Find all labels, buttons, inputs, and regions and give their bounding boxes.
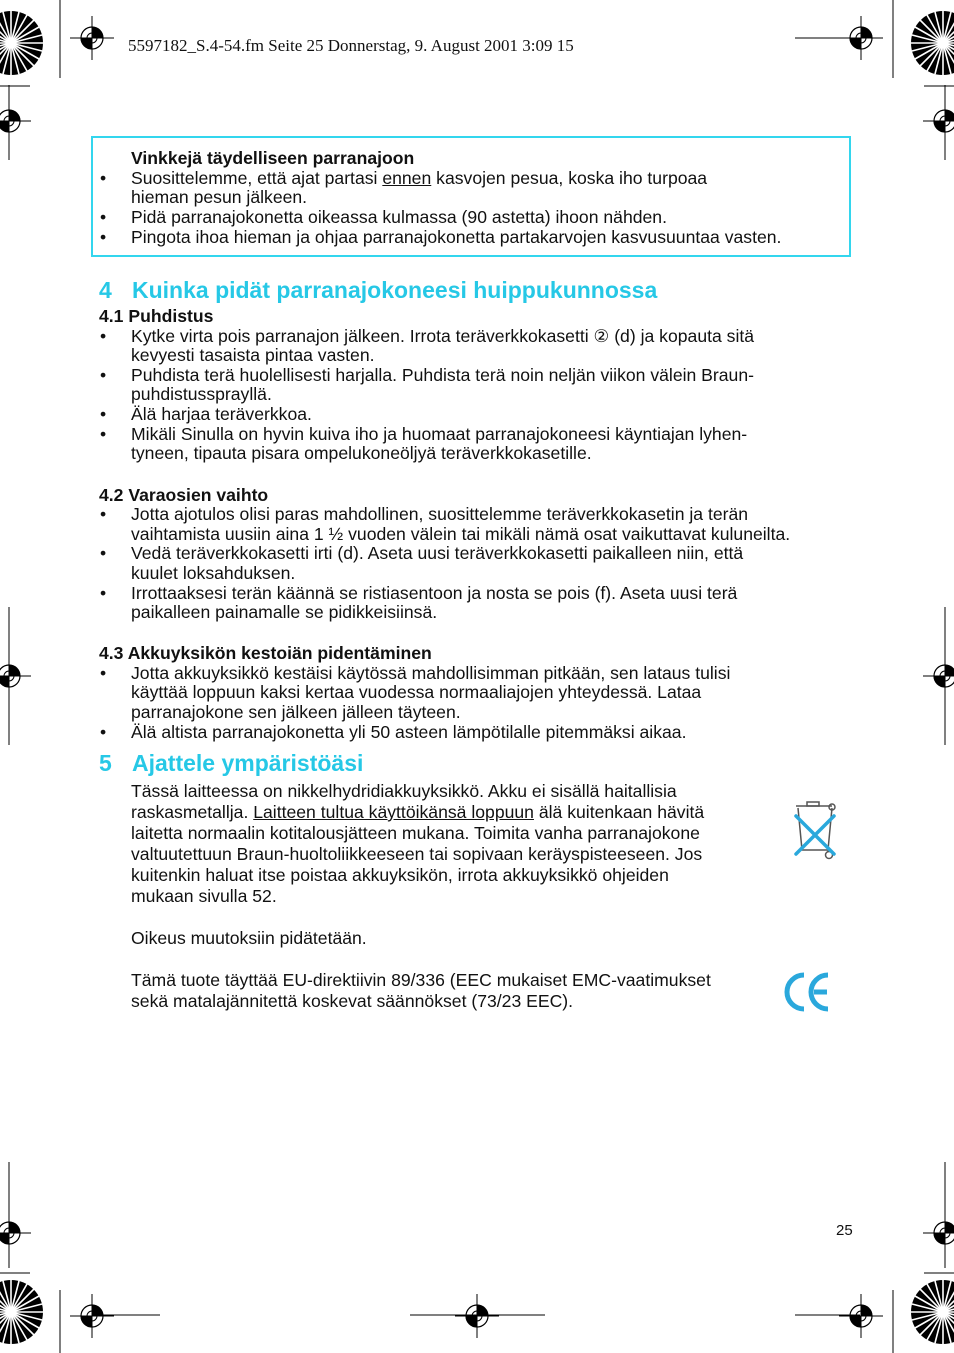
rights-reserved-text: Oikeus muutoksiin pidätetään. [131,928,367,948]
section-4-heading: 4 Kuinka pidät parranajokoneesi huippukunnossa [99,277,658,303]
parts-item-3-line-1: Irrottaaksesi terän käännä se ristiasentoon ja nosta se pois (f). Aseta uusi terä [131,583,738,603]
environment-line-5: kuitenkin haluat itse poistaa akkuyksikön, irrota akkuyksikkö ohjeiden [131,865,669,885]
environment-line-1: Tässä laitteessa on nikkelhydridiakkuyksikkö. Akku ei sisällä haitallisia [131,781,677,801]
bullet: • [100,207,107,227]
bullet: • [100,504,107,524]
cleaning-item-1-line-1: Kytke virta pois parranajon jälkeen. Irrota teräverkkokasetti ② (d) ja kopauta sitä [131,326,755,346]
ce-mark-icon [783,970,833,1014]
battery-item-2: Älä altista parranajokonetta yli 50 asteen lämpötilalle pitemmäksi aikaa. [131,722,687,742]
bullet: • [100,168,107,188]
environment-line-6: mukaan sivulla 52. [131,886,277,906]
parts-item-3-line-2: paikalleen painamalle se pidikkeisiinsä. [131,602,438,622]
cleaning-item-3: Älä harjaa teräverkkoa. [131,404,312,424]
cleaning-item-2-line-1: Puhdista terä huolellisesti harjalla. Puhdista terä noin neljän viikon välein Braun- [131,365,754,385]
cleaning-item-1-line-2: kevyesti tasaista pintaa vasten. [131,345,375,365]
battery-item-1-line-1: Jotta akkuyksikkö kestäisi käytössä mahdollisimman pitkään, sen lataus tulisi [131,663,731,683]
subsection-4-3-title: 4.3 Akkuyksikön kestoiän pidentäminen [99,643,432,663]
tips-item-2: Pidä parranajokonetta oikeassa kulmassa (90 astetta) ihoon nähden. [131,207,667,227]
bullet: • [100,663,107,683]
tips-title: Vinkkejä täydelliseen parranajoon [131,148,415,168]
bullet: • [100,227,107,247]
tips-item-3: Pingota ihoa hieman ja ohjaa parranajokonetta partakarvojen kasvusuuntaa vasten. [131,227,782,247]
parts-item-1-line-2: vaihtamista uusiin aina 1 ½ vuoden välein tai mikäli nämä osat vaikuttavat kuluneilta. [131,524,791,544]
bullet: • [100,722,107,742]
bullet: • [100,543,107,563]
subsection-4-1-title: 4.1 Puhdistus [99,306,214,326]
compliance-line-1: Tämä tuote täyttää EU-direktiivin 89/336 (EEC mukaiset EMC-vaatimukset [131,970,711,990]
bullet: • [100,583,107,603]
battery-item-1-line-2: käyttää loppuun kaksi kertaa vuodessa normaaliajojen yhteydessä. Lataa [131,682,702,702]
cleaning-item-4-line-1: Mikäli Sinulla on hyvin kuiva iho ja huomaat parranajokoneesi käyntiajan lyhen- [131,424,748,444]
cleaning-item-4-line-2: tyneen, tipauta pisara ompelukoneöljyä teräverkkokasetille. [131,443,592,463]
bullet: • [100,404,107,424]
environment-line-3: laitetta normaalin kotitalousjätteen mukana. Toimita vanha parranajokone [131,823,700,843]
section-5-heading: 5 Ajattele ympäristöäsi [99,750,364,776]
compliance-line-2: sekä matalajännitettä koskevat säännökset (73/23 EEC). [131,991,574,1011]
environment-line-4: valtuutettuun Braun-huoltoliikkeeseen tai sopivaan keräyspisteeseen. Jos [131,844,703,864]
bullet: • [100,424,107,444]
tips-item-1-line-1: Suosittelemme, että ajat partasi ennen kasvojen pesua, koska iho turpoaa [131,168,708,188]
bullet: • [100,326,107,346]
cleaning-item-2-line-2: puhdistussprayllä. [131,384,272,404]
parts-item-2-line-2: kuulet loksahduksen. [131,563,296,583]
tips-item-1-line-2: hieman pesun jälkeen. [131,187,308,207]
subsection-4-2-title: 4.2 Varaosien vaihto [99,485,269,505]
bullet: • [100,365,107,385]
page-number: 25 [836,1222,853,1239]
crossed-out-wheelie-bin-icon [792,800,838,864]
environment-line-2: raskasmetallja. Laitteen tultua käyttöikänsä loppuun älä kuitenkaan hävitä [131,802,705,822]
file-header: 5597182_S.4-54.fm Seite 25 Donnerstag, 9. August 2001 3:09 15 [128,36,574,55]
parts-item-1-line-1: Jotta ajotulos olisi paras mahdollinen, suosittelemme teräverkkokasetin ja terän [131,504,749,524]
parts-item-2-line-1: Vedä teräverkkokasetti irti (d). Aseta uusi teräverkkokasetti paikalleen niin, että [131,543,744,563]
battery-item-1-line-3: parranajokone sen jälkeen jälleen täyteen. [131,702,461,722]
